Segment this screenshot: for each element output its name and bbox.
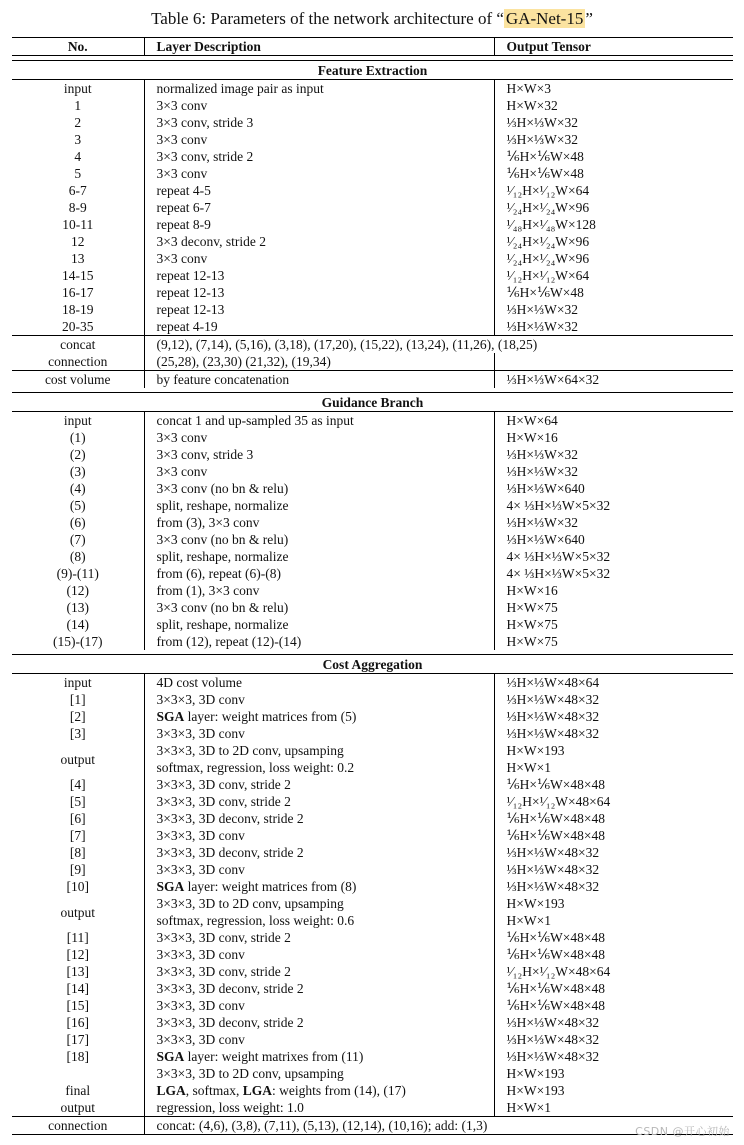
row-layer-description (144, 1082, 494, 1099)
row-output-tensor: ⅓H×⅓W×48×32 (494, 861, 733, 878)
row-layer-description: regression, loss weight: 1.0 (144, 1099, 494, 1117)
table-row (12, 827, 733, 844)
table-row (12, 233, 733, 250)
table-row (12, 336, 733, 354)
row-output-tensor: 4× ⅓H×⅓W×5×32 (494, 565, 733, 582)
row-output-tensor: H×W×75 (494, 633, 733, 650)
row-number: 12 (71, 234, 85, 249)
row-output-tensor: ⅓H×⅓W×48×32 (494, 1014, 733, 1031)
table-body (12, 56, 733, 1135)
row-number: [10] (66, 879, 89, 894)
row-layer-description: 3×3 deconv, stride 2 (144, 233, 494, 250)
row-layer-description: split, reshape, normalize (144, 548, 494, 565)
row-output-tensor: H×W×75 (494, 599, 733, 616)
row-number: (2) (69, 447, 86, 462)
table-row (12, 199, 733, 216)
row-layer-description: repeat 12-13 (144, 284, 494, 301)
row-number: [9] (69, 862, 86, 877)
table-row (12, 1048, 733, 1065)
table-row (12, 267, 733, 284)
row-number: [1] (69, 692, 86, 707)
table-row (12, 633, 733, 650)
table-header (12, 38, 733, 56)
row-layer-description: from (1), 3×3 conv (144, 582, 494, 599)
description-text: , softmax, (185, 1083, 243, 1098)
row-number: [15] (66, 998, 89, 1013)
table-row (12, 674, 733, 692)
section-title: Cost Aggregation (12, 655, 733, 674)
table-row (12, 1065, 733, 1082)
table-row (12, 599, 733, 616)
row-number: [16] (66, 1015, 89, 1030)
section-title: Guidance Branch (12, 393, 733, 412)
row-output-tensor: H×W×32 (494, 97, 733, 114)
row-output-tensor: ⅙H×⅙W×48×48 (494, 810, 733, 827)
row-layer-description: 3×3 conv, stride 3 (144, 114, 494, 131)
row-number: [6] (69, 811, 86, 826)
row-number: 1 (74, 98, 82, 113)
row-output-tensor: ⅓H×⅓W×48×32 (494, 1031, 733, 1048)
table-row (12, 216, 733, 233)
row-layer-description: 3×3 conv (no bn & relu) (144, 599, 494, 616)
row-layer-description: 3×3 conv (no bn & relu) (144, 531, 494, 548)
row-number: 18-19 (62, 302, 94, 317)
row-layer-description: 3×3×3, 3D deconv, stride 2 (144, 1014, 494, 1031)
row-layer-description: 3×3×3, 3D deconv, stride 2 (144, 980, 494, 997)
row-number: [11] (66, 930, 89, 945)
row-output-tensor: 4× ⅓H×⅓W×5×32 (494, 497, 733, 514)
row-output-tensor: ⅙H×⅙W×48 (494, 165, 733, 182)
table-row (12, 148, 733, 165)
row-number: output (60, 1100, 95, 1115)
row-layer-description: 3×3×3, 3D conv, stride 2 (144, 963, 494, 980)
table-row (12, 963, 733, 980)
table-row (12, 531, 733, 548)
row-layer-description: by feature concatenation (144, 371, 494, 389)
row-output-tensor: H×W×75 (494, 616, 733, 633)
row-layer-description: from (12), repeat (12)-(14) (144, 633, 494, 650)
row-layer-description: repeat 8-9 (144, 216, 494, 233)
row-number: input (63, 413, 92, 428)
row-output-tensor: ⅙H×⅙W×48×48 (494, 929, 733, 946)
row-number: 20-35 (62, 319, 94, 334)
row-number: input (63, 81, 92, 96)
row-layer-description: normalized image pair as input (144, 80, 494, 98)
row-number: 10-11 (62, 217, 94, 232)
row-layer-description: 3×3 conv, stride 2 (144, 148, 494, 165)
row-number: final (65, 1083, 91, 1098)
row-output-tensor: H×W×16 (494, 429, 733, 446)
table-row (12, 776, 733, 793)
caption-suffix: ” (585, 9, 593, 28)
bold-layer-name: SGA (156, 879, 185, 894)
row-output-tensor: ⅓H×⅓W×64×32 (494, 371, 733, 389)
row-output-tensor: ⅓H×⅓W×48×32 (494, 844, 733, 861)
row-number: [8] (69, 845, 86, 860)
table-row (12, 318, 733, 336)
row-layer-description (144, 708, 494, 725)
row-number: input (63, 675, 92, 690)
row-number: connection (48, 354, 108, 369)
row-number: 3 (74, 132, 82, 147)
table-row (12, 514, 733, 531)
caption-highlight: GA-Net-15 (505, 9, 584, 28)
row-number: (4) (69, 481, 86, 496)
row-number (12, 1065, 144, 1082)
bold-layer-name: LGA (242, 1083, 273, 1098)
row-layer-description: 3×3×3, 3D conv (144, 861, 494, 878)
row-number: 14-15 (62, 268, 94, 283)
row-output-tensor: ⅙H×⅙W×48×48 (494, 980, 733, 997)
table-row (12, 997, 733, 1014)
row-output-tensor: H×W×193 (494, 742, 733, 759)
row-number: (12) (66, 583, 89, 598)
description-text: layer: weight matrices from (5) (184, 709, 357, 724)
table-row (12, 793, 733, 810)
row-output-tensor: H×W×193 (494, 1065, 733, 1082)
row-output-tensor: ⅓H×⅓W×640 (494, 480, 733, 497)
table-row (12, 371, 733, 389)
section-header-row (12, 393, 733, 412)
table-row (12, 946, 733, 963)
row-output-tensor: 4× ⅓H×⅓W×5×32 (494, 548, 733, 565)
row-layer-description: 3×3×3, 3D to 2D conv, upsamping (144, 742, 494, 759)
row-output-tensor: ¹⁄₂₄H×¹⁄₂₄W×96 (494, 199, 733, 216)
row-output-tensor: H×W×1 (494, 912, 733, 929)
row-layer-description: from (3), 3×3 conv (144, 514, 494, 531)
row-layer-description: 3×3 conv (144, 250, 494, 267)
row-layer-description: 3×3 conv (144, 463, 494, 480)
row-output-tensor: ⅓H×⅓W×640 (494, 531, 733, 548)
table-row (12, 480, 733, 497)
row-layer-description: concat: (4,6), (3,8), (7,11), (5,13), (12,14), (10,16); add: (1,3) (144, 1117, 733, 1135)
row-number: (15)-(17) (53, 634, 103, 649)
row-output-tensor: H×W×16 (494, 582, 733, 599)
table-row (12, 446, 733, 463)
caption-prefix: Table 6: Parameters of the network architecture of “ (151, 9, 504, 28)
row-layer-description: 3×3×3, 3D conv (144, 946, 494, 963)
row-output-tensor: ⅓H×⅓W×48×32 (494, 691, 733, 708)
row-output-tensor: ⅙H×⅙W×48 (494, 148, 733, 165)
header-layer-description: Layer Description (144, 38, 494, 56)
table-row (12, 114, 733, 131)
table-row (12, 582, 733, 599)
row-number: output (60, 904, 95, 920)
row-number: 8-9 (68, 200, 87, 215)
row-layer-description: split, reshape, normalize (144, 616, 494, 633)
architecture-table (12, 37, 733, 1135)
row-output-tensor: ⅓H×⅓W×32 (494, 514, 733, 531)
row-output-tensor: ⅙H×⅙W×48 (494, 284, 733, 301)
table-row (12, 1117, 733, 1135)
row-number: 5 (74, 166, 82, 181)
row-number: [12] (66, 947, 89, 962)
row-number: [4] (69, 777, 86, 792)
row-output-tensor: H×W×193 (494, 1082, 733, 1099)
table-row (12, 353, 733, 371)
row-layer-description: 3×3×3, 3D conv (144, 827, 494, 844)
row-output-tensor: ¹⁄₄₈H×¹⁄₄₈W×128 (494, 216, 733, 233)
row-output-tensor: ⅓H×⅓W×32 (494, 301, 733, 318)
table-row (12, 616, 733, 633)
table-row (12, 250, 733, 267)
row-output-tensor: ⅓H×⅓W×32 (494, 131, 733, 148)
table-row (12, 810, 733, 827)
row-output-tensor: H×W×1 (494, 759, 733, 776)
row-output-tensor: H×W×193 (494, 895, 733, 912)
row-number: 6-7 (68, 183, 87, 198)
row-output-tensor: ⅙H×⅙W×48×48 (494, 776, 733, 793)
table-row (12, 1031, 733, 1048)
row-output-tensor: ⅓H×⅓W×32 (494, 318, 733, 336)
table-row (12, 708, 733, 725)
table-row (12, 929, 733, 946)
row-number: [7] (69, 828, 86, 843)
row-number: [17] (66, 1032, 89, 1047)
row-layer-description (144, 1048, 494, 1065)
row-output-tensor: ¹⁄₂₄H×¹⁄₂₄W×96 (494, 233, 733, 250)
row-number: [18] (66, 1049, 89, 1064)
row-number: connection (12, 1117, 144, 1135)
bold-layer-name: LGA (156, 1083, 186, 1098)
row-output-tensor: ⅓H×⅓W×32 (494, 463, 733, 480)
row-output-tensor: ⅓H×⅓W×48×32 (494, 878, 733, 895)
row-output-tensor: ⅙H×⅙W×48×48 (494, 827, 733, 844)
row-layer-description: 3×3 conv (144, 165, 494, 182)
table-row (12, 980, 733, 997)
row-number: 13 (71, 251, 85, 266)
row-layer-description: repeat 12-13 (144, 267, 494, 284)
table-row (12, 1014, 733, 1031)
table-row (12, 861, 733, 878)
row-layer-description: 3×3×3, 3D conv (144, 1031, 494, 1048)
row-output-tensor (494, 353, 733, 371)
description-text: layer: weight matrixes from (11) (184, 1049, 364, 1064)
row-layer-description: 3×3 conv (144, 97, 494, 114)
row-layer-description: 3×3 conv, stride 3 (144, 446, 494, 463)
table-row (12, 97, 733, 114)
row-layer-description: 3×3×3, 3D deconv, stride 2 (144, 844, 494, 861)
row-layer-description: 3×3×3, 3D conv (144, 725, 494, 742)
row-output-tensor: ¹⁄₂₄H×¹⁄₂₄W×96 (494, 250, 733, 267)
row-number: [5] (69, 794, 86, 809)
row-layer-description: 3×3×3, 3D to 2D conv, upsamping (144, 895, 494, 912)
table-row (12, 182, 733, 199)
table-row (12, 844, 733, 861)
row-layer-description: 3×3×3, 3D to 2D conv, upsamping (144, 1065, 494, 1082)
row-output-tensor: ⅓H×⅓W×32 (494, 446, 733, 463)
row-layer-description: repeat 4-5 (144, 182, 494, 199)
row-number: [2] (69, 709, 86, 724)
description-text: : weights from (14), (17) (272, 1083, 406, 1098)
table-row (12, 284, 733, 301)
row-output-tensor: H×W×3 (494, 80, 733, 98)
row-output-tensor: ⅓H×⅓W×48×32 (494, 708, 733, 725)
row-layer-description: (9,12), (7,14), (5,16), (3,18), (17,20), (15,22), (13,24), (11,26), (18,25) (144, 336, 733, 354)
row-number: [13] (66, 964, 89, 979)
row-output-tensor: ¹⁄₁₂H×¹⁄₁₂W×64 (494, 267, 733, 284)
table-row (12, 691, 733, 708)
row-layer-description: 3×3 conv (144, 429, 494, 446)
row-layer-description: concat 1 and up-sampled 35 as input (144, 412, 494, 430)
table-row (12, 497, 733, 514)
table-row (12, 895, 733, 912)
row-number: cost volume (12, 371, 144, 389)
watermark: CSDN @开心初始 (635, 1125, 730, 1138)
table-row (12, 878, 733, 895)
row-layer-description: repeat 4-19 (144, 318, 494, 336)
row-output-tensor: ⅙H×⅙W×48×48 (494, 946, 733, 963)
section-header-row (12, 655, 733, 674)
table-row (12, 742, 733, 759)
row-layer-description: 3×3×3, 3D conv, stride 2 (144, 929, 494, 946)
row-output-tensor: ⅓H×⅓W×32 (494, 114, 733, 131)
row-layer-description: 3×3×3, 3D deconv, stride 2 (144, 810, 494, 827)
row-number: (9)-(11) (56, 566, 99, 581)
row-number: (5) (69, 498, 86, 513)
bold-layer-name: SGA (156, 1049, 185, 1064)
row-number: 16-17 (62, 285, 94, 300)
row-number: (13) (66, 600, 89, 615)
table-row (12, 548, 733, 565)
row-number: [3] (69, 726, 86, 741)
row-number: (14) (66, 617, 89, 632)
row-output-tensor: ¹⁄₁₂H×¹⁄₁₂W×64 (494, 182, 733, 199)
row-output-tensor: ⅓H×⅓W×48×32 (494, 725, 733, 742)
table-row (12, 131, 733, 148)
row-layer-description: softmax, regression, loss weight: 0.6 (144, 912, 494, 929)
row-number: concat (12, 336, 144, 354)
header-output-tensor: Output Tensor (494, 38, 733, 56)
row-output-tensor: ⅓H×⅓W×48×32 (494, 1048, 733, 1065)
table-row (12, 80, 733, 98)
row-number: (7) (69, 532, 86, 547)
row-layer-description: 3×3×3, 3D conv, stride 2 (144, 793, 494, 810)
row-output-tensor: ⅓H×⅓W×48×64 (494, 674, 733, 692)
row-layer-description: from (6), repeat (6)-(8) (144, 565, 494, 582)
row-number: [14] (66, 981, 89, 996)
table-row (12, 1082, 733, 1099)
row-number: output (60, 751, 95, 767)
header-no: No. (12, 38, 144, 56)
row-number: (8) (69, 549, 86, 564)
table-row (12, 565, 733, 582)
row-layer-description: softmax, regression, loss weight: 0.2 (144, 759, 494, 776)
row-output-tensor: H×W×1 (494, 1099, 733, 1117)
row-output-tensor: ¹⁄₁₂H×¹⁄₁₂W×48×64 (494, 963, 733, 980)
table-row (12, 412, 733, 430)
row-output-tensor: H×W×64 (494, 412, 733, 430)
table-row (12, 165, 733, 182)
row-layer-description: 3×3 conv (no bn & relu) (144, 480, 494, 497)
row-layer-description: 4D cost volume (144, 674, 494, 692)
row-layer-description: repeat 6-7 (144, 199, 494, 216)
section-title: Feature Extraction (12, 61, 733, 80)
table-row (12, 301, 733, 318)
row-number: 4 (74, 149, 82, 164)
table-row (12, 463, 733, 480)
row-output-tensor: ¹⁄₁₂H×¹⁄₁₂W×48×64 (494, 793, 733, 810)
row-layer-description: 3×3×3, 3D conv (144, 691, 494, 708)
table-row (12, 429, 733, 446)
row-number: (3) (69, 464, 86, 479)
row-layer-description: 3×3 conv (144, 131, 494, 148)
row-layer-description: 3×3×3, 3D conv (144, 997, 494, 1014)
row-layer-description (144, 878, 494, 895)
table-row (12, 725, 733, 742)
row-number: (1) (69, 430, 86, 445)
table-row (12, 1099, 733, 1117)
row-number: (6) (69, 515, 86, 530)
section-header-row (12, 61, 733, 80)
description-text: layer: weight matrices from (8) (184, 879, 357, 894)
row-number: 2 (74, 115, 82, 130)
row-layer-description: split, reshape, normalize (144, 497, 494, 514)
row-output-tensor: ⅙H×⅙W×48×48 (494, 997, 733, 1014)
table-caption (0, 9, 744, 29)
row-layer-description: (25,28), (23,30) (21,32), (19,34) (144, 353, 494, 371)
row-layer-description: 3×3×3, 3D conv, stride 2 (144, 776, 494, 793)
row-layer-description: repeat 12-13 (144, 301, 494, 318)
bold-layer-name: SGA (156, 709, 185, 724)
